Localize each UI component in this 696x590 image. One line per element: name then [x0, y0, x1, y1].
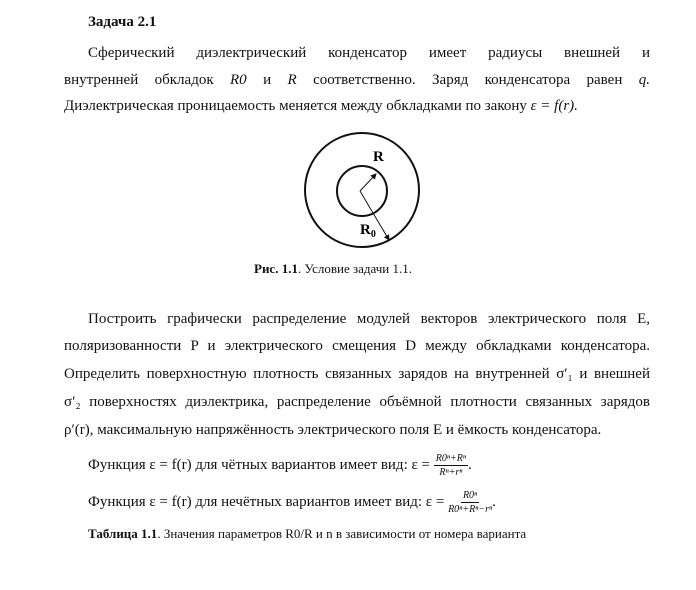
table-caption: Таблица 1.1. Значения параметров R0/R и n в зависимости от номера варианта: [88, 526, 527, 541]
figure-caption: Рис. 1.1. Условие задачи 1.1.: [254, 261, 412, 276]
task-title: Задача 2.1: [88, 14, 157, 30]
para2-line2: поляризованности P и электрического смещения D между обкладками конденсатора.: [64, 338, 650, 354]
para1-line1: Сферический диэлектрический конденсатор имеет радиусы внешней и: [88, 45, 650, 61]
inner-sphere: [337, 166, 387, 216]
para2-line1: Построить графически распределение модулей векторов электрического поля E,: [88, 311, 650, 327]
para1-line3: Диэлектрическая проницаемость меняется между обкладками по закону ε = f(r).: [64, 98, 578, 114]
formula-odd-fraction: $\frac{\text{R0ⁿ}}{\text{R0ⁿ+Rⁿ−rⁿ}}$: [448, 490, 493, 515]
formula-even: Функция ε = f(r) для чётных вариантов имеет вид: ε = $\frac{\text{R0ⁿ+Rⁿ}}{\text{Rⁿ+rⁿ}}$ .: [88, 453, 472, 478]
radius-r-arrow: [360, 174, 376, 191]
formula-odd: Функция ε = f(r) для нечётных вариантов имеет вид: ε = $\frac{\text{R0ⁿ}}{\text{R0ⁿ+Rⁿ−rⁿ}}$ .: [88, 490, 496, 515]
para2-line3: Определить поверхностную плотность связанных зарядов на внутренней σ′₁ и внешней: [64, 366, 650, 382]
formula-even-fraction: $\frac{\text{R0ⁿ+Rⁿ}}{\text{Rⁿ+rⁿ}}$: [435, 453, 467, 478]
capacitor-figure: [300, 128, 430, 252]
label-r0: $R_0$: [360, 222, 376, 240]
para2-line5: ρ′(r), максимальную напряжённость электрического поля E и ёмкость конденсатора.: [64, 422, 602, 438]
para2-line4: σ′₂ поверхностях диэлектрика, распределение объёмной плотности связанных зарядов: [64, 394, 650, 410]
para1-line2: внутренней обкладок R0 и R соответственно. Заряд конденсатора равен q.: [64, 72, 650, 88]
label-r: R: [373, 149, 384, 165]
